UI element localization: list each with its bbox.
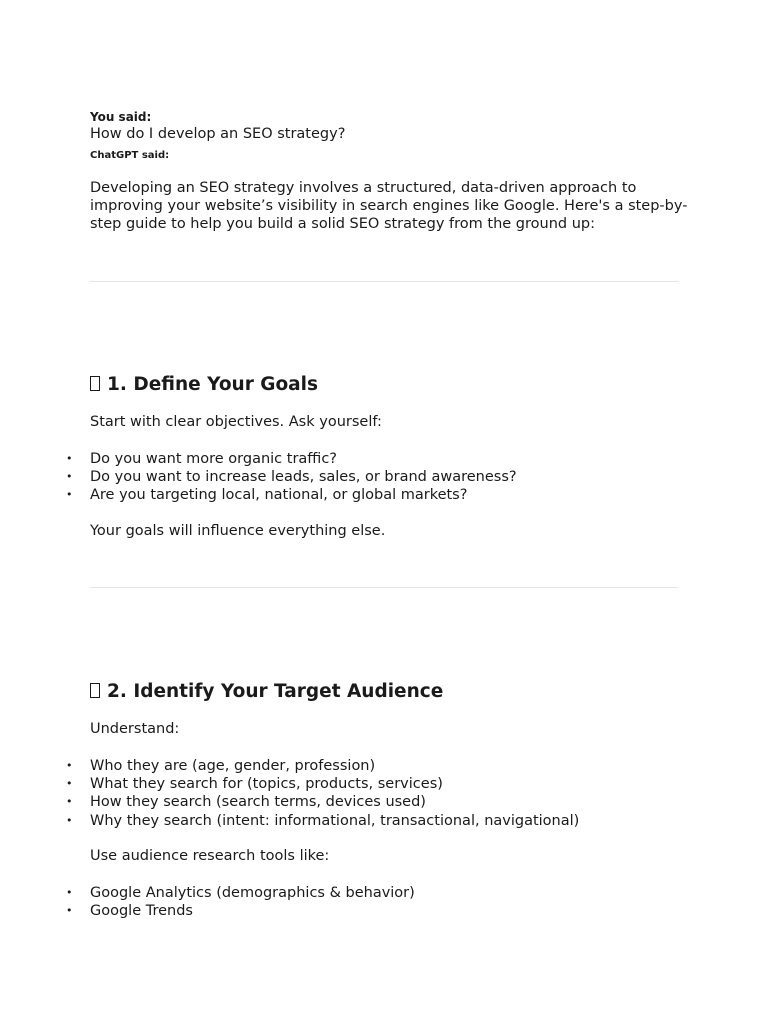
- bullet-icon: •: [66, 904, 73, 918]
- assistant-label: ChatGPT said:: [90, 150, 170, 161]
- user-message: How do I develop an SEO strategy?: [90, 126, 346, 142]
- list-item: • Do you want more organic traffic?: [66, 451, 337, 467]
- section-divider: [90, 587, 678, 588]
- list-item: • Why they search (intent: informational, transactional, navigational): [66, 812, 580, 829]
- list-item: • Google Trends: [66, 903, 193, 920]
- assistant-intro: Developing an SEO strategy involves a structured, data-driven approach to improving your website’s visibility in search engines like Google. Here's a step-by-step guide to help you build a solid SEO strategy from the ground up:: [90, 180, 688, 233]
- section-2-bullet-list: [0, 757, 579, 830]
- section-1-heading: [90, 374, 318, 395]
- list-item: • How they search (search terms, devices used): [66, 794, 426, 811]
- section-2-tools-list: [0, 884, 415, 920]
- list-item: • Do you want to increase leads, sales, or brand awareness?: [66, 469, 517, 486]
- bullet-icon: •: [66, 488, 73, 502]
- section-2-heading: [90, 681, 443, 702]
- list-item: • What they search for (topics, products, services): [66, 776, 443, 793]
- bullet-icon: •: [66, 759, 73, 772]
- bullet-icon: •: [66, 777, 73, 791]
- list-item: • Google Analytics (demographics & behavior): [66, 885, 415, 901]
- user-label: You said:: [90, 110, 152, 124]
- section-divider: [90, 281, 678, 282]
- missing-emoji-icon: [90, 376, 100, 391]
- bullet-icon: •: [66, 813, 73, 827]
- section-2-tools-lead: Use audience research tools like:: [90, 848, 330, 864]
- section-1-bullet-list: [0, 450, 517, 505]
- section-1-heading-text: 1. Define Your Goals: [107, 374, 318, 395]
- bullet-icon: •: [66, 795, 73, 809]
- section-1-closing: Your goals will influence everything else.: [90, 523, 386, 539]
- missing-emoji-icon: [90, 683, 100, 698]
- bullet-icon: •: [66, 470, 73, 484]
- section-2-heading-text: 2. Identify Your Target Audience: [107, 681, 444, 702]
- bullet-icon: •: [66, 886, 73, 899]
- list-item: • Who they are (age, gender, profession): [66, 758, 376, 774]
- list-item: • Are you targeting local, national, or global markets?: [66, 487, 468, 504]
- section-2-lead: Understand:: [90, 721, 180, 737]
- bullet-icon: •: [66, 452, 73, 465]
- section-1-lead: Start with clear objectives. Ask yourself:: [90, 414, 382, 430]
